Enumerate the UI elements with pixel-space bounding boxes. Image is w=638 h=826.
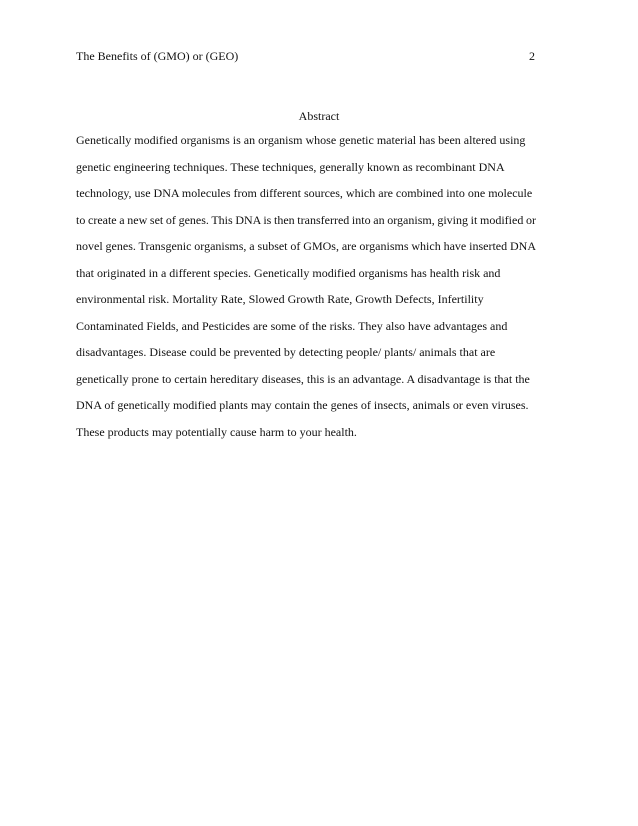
abstract-line: disadvantages. Disease could be prevented by detecting people/ plants/ animals that are bbox=[76, 345, 496, 359]
abstract-line: Genetically modified organisms is an organism whose genetic material has been altered using bbox=[76, 133, 526, 147]
running-head: The Benefits of (GMO) or (GEO) bbox=[76, 49, 239, 63]
abstract-body bbox=[76, 127, 536, 445]
page-number: 2 bbox=[529, 49, 535, 63]
abstract-line: to create a new set of genes. This DNA is then transferred into an organism, giving it modified or bbox=[76, 212, 536, 227]
abstract-line: genetic engineering techniques. These techniques, generally known as recombinant DNA bbox=[76, 159, 505, 174]
abstract-line: environmental risk. Mortality Rate, Slowed Growth Rate, Growth Defects, Infertility bbox=[76, 292, 484, 306]
abstract-heading: Abstract bbox=[298, 109, 340, 123]
abstract-line: novel genes. Transgenic organisms, a subset of GMOs, are organisms which have inserted DNA bbox=[76, 239, 536, 253]
abstract-line: technology, use DNA molecules from different sources, which are combined into one molecule bbox=[76, 186, 533, 200]
abstract-line: DNA of genetically modified plants may contain the genes of insects, animals or even viruses. bbox=[76, 398, 529, 412]
abstract-line: genetically prone to certain hereditary diseases, this is an advantage. A disadvantage is that the bbox=[76, 371, 530, 386]
abstract-line: These products may potentially cause harm to your health. bbox=[76, 424, 357, 439]
abstract-line: that originated in a different species. Genetically modified organisms has health risk and bbox=[76, 265, 501, 280]
abstract-line: Contaminated Fields, and Pesticides are some of the risks. They also have advantages and bbox=[76, 318, 508, 333]
